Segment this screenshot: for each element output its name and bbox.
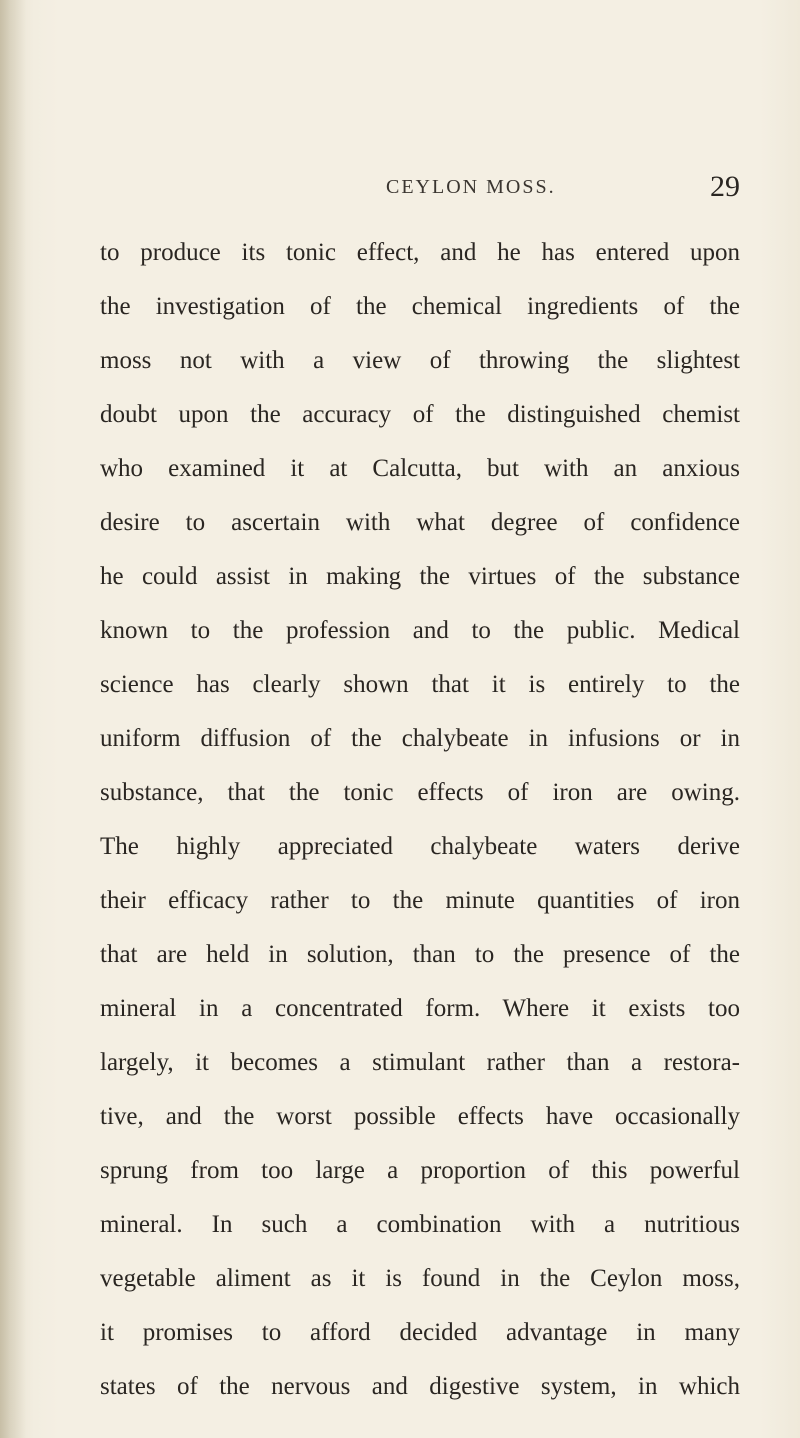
text-line: who examined it at Calcutta, but with an anxious	[100, 455, 740, 482]
text-line: it promises to afford decided advantage in many	[100, 1319, 740, 1346]
running-head	[100, 170, 740, 204]
text-line: sprung from too large a proportion of this powerful	[100, 1157, 740, 1184]
body-paragraph	[100, 226, 740, 1414]
text-line: that are held in solution, than to the presence of the	[100, 941, 740, 968]
text-line: mineral. In such a combination with a nutritious	[100, 1211, 740, 1238]
text-line: moss not with a view of throwing the slightest	[100, 347, 740, 374]
text-line: known to the profession and to the public. Medical	[100, 617, 740, 644]
text-line: vegetable aliment as it is found in the Ceylon moss,	[100, 1265, 740, 1292]
text-line: the investigation of the chemical ingredients of the	[100, 293, 740, 320]
text-line: uniform diffusion of the chalybeate in infusions or in	[100, 725, 740, 752]
text-line: The highly appreciated chalybeate waters derive	[100, 833, 740, 860]
running-title: CEYLON MOSS.	[386, 176, 556, 198]
text-line: science has clearly shown that it is entirely to the	[100, 671, 740, 698]
text-line: he could assist in making the virtues of the substance	[100, 563, 740, 590]
text-line: mineral in a concentrated form. Where it exists too	[100, 995, 740, 1022]
text-line: to produce its tonic effect, and he has entered upon	[100, 239, 740, 266]
text-line: doubt upon the accuracy of the distinguished chemist	[100, 401, 740, 428]
text-line: tive, and the worst possible effects have occasionally	[100, 1103, 740, 1130]
page-gutter-shadow	[0, 0, 26, 1438]
page-number: 29	[710, 170, 740, 203]
text-line: their efficacy rather to the minute quantities of iron	[100, 887, 740, 914]
text-line: substance, that the tonic effects of iron are owing.	[100, 779, 740, 806]
text-line: states of the nervous and digestive system, in which	[100, 1373, 740, 1400]
text-line: desire to ascertain with what degree of confidence	[100, 509, 740, 536]
text-line: largely, it becomes a stimulant rather than a restora-	[100, 1049, 740, 1076]
